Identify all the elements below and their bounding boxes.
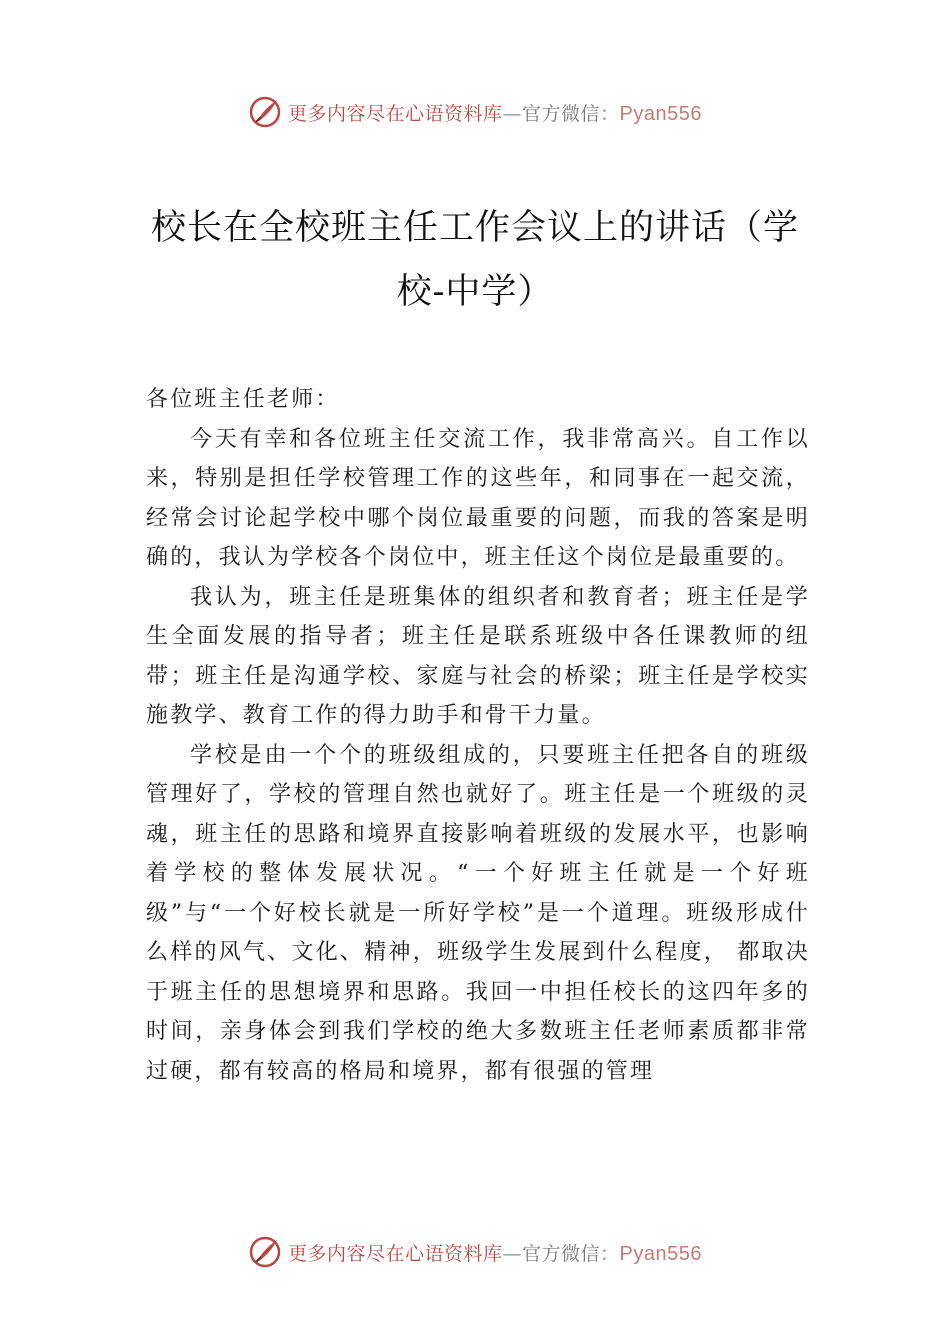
document-title [140, 196, 810, 324]
paragraph-2: 我认为，班主任是班集体的组织者和教育者；班主任是学生全面发展的指导者；班主任是联系班级中各任课教师的纽带；班主任是沟通学校、家庭与社会的桥梁；班主任是学校实施教学、教育工作的得力助手和骨干力量。 [146, 584, 810, 728]
document-body [146, 380, 810, 1091]
banner-wechat-label: 官方微信： [522, 1242, 620, 1265]
feather-pen-logo-icon [248, 1235, 282, 1269]
title-line-1: 校长在全校班主任工作会议上的讲话（学 [150, 208, 799, 248]
salutation: 各位班主任老师： [146, 387, 340, 412]
banner-wechat-id: Pyan556 [619, 102, 702, 125]
banner-wechat-id: Pyan556 [619, 1242, 702, 1265]
banner-slogan: 更多内容尽在心语资料库 [288, 1242, 503, 1265]
banner-slogan: 更多内容尽在心语资料库 [288, 102, 503, 125]
footer-banner [0, 1232, 950, 1272]
banner-wechat-label: 官方微信： [522, 102, 620, 125]
banner-dash: — [502, 1242, 523, 1265]
paragraph-3: 学校是由一个个的班级组成的，只要班主任把各自的班级管理好了，学校的管理自然也就好了。班主任是一个班级的灵魂，班主任的思路和境界直接影响着班级的发展水平，也影响着学校的整体发展状况。“一个好班主任就是一个好班级”与“一个好校长就是一所好学校”是一个道理。班级形成什么样的风气、文化、精神，班级学生发展到什么程度， 都取决于班主任的思想境界和思路。我回一中担任校长的这四年多的时间，亲身体会到我们学校的绝大多数班主任老师素质都非常过硬，都有较高的格局和境界，都有很强的管理 [146, 742, 810, 1084]
header-banner [0, 92, 950, 132]
banner-text [288, 99, 702, 126]
paragraph-1: 今天有幸和各位班主任交流工作，我非常高兴。自工作以来，特别是担任学校管理工作的这些年，和同事在一起交流，经常会讨论起学校中哪个岗位最重要的问题，而我的答案是明确的，我认为学校各个岗位中，班主任这个岗位是最重要的。 [146, 426, 810, 570]
feather-pen-logo-icon [248, 95, 282, 129]
banner-text [288, 1239, 702, 1266]
banner-dash: — [502, 102, 523, 125]
title-line-2: 校-中学） [396, 272, 554, 312]
